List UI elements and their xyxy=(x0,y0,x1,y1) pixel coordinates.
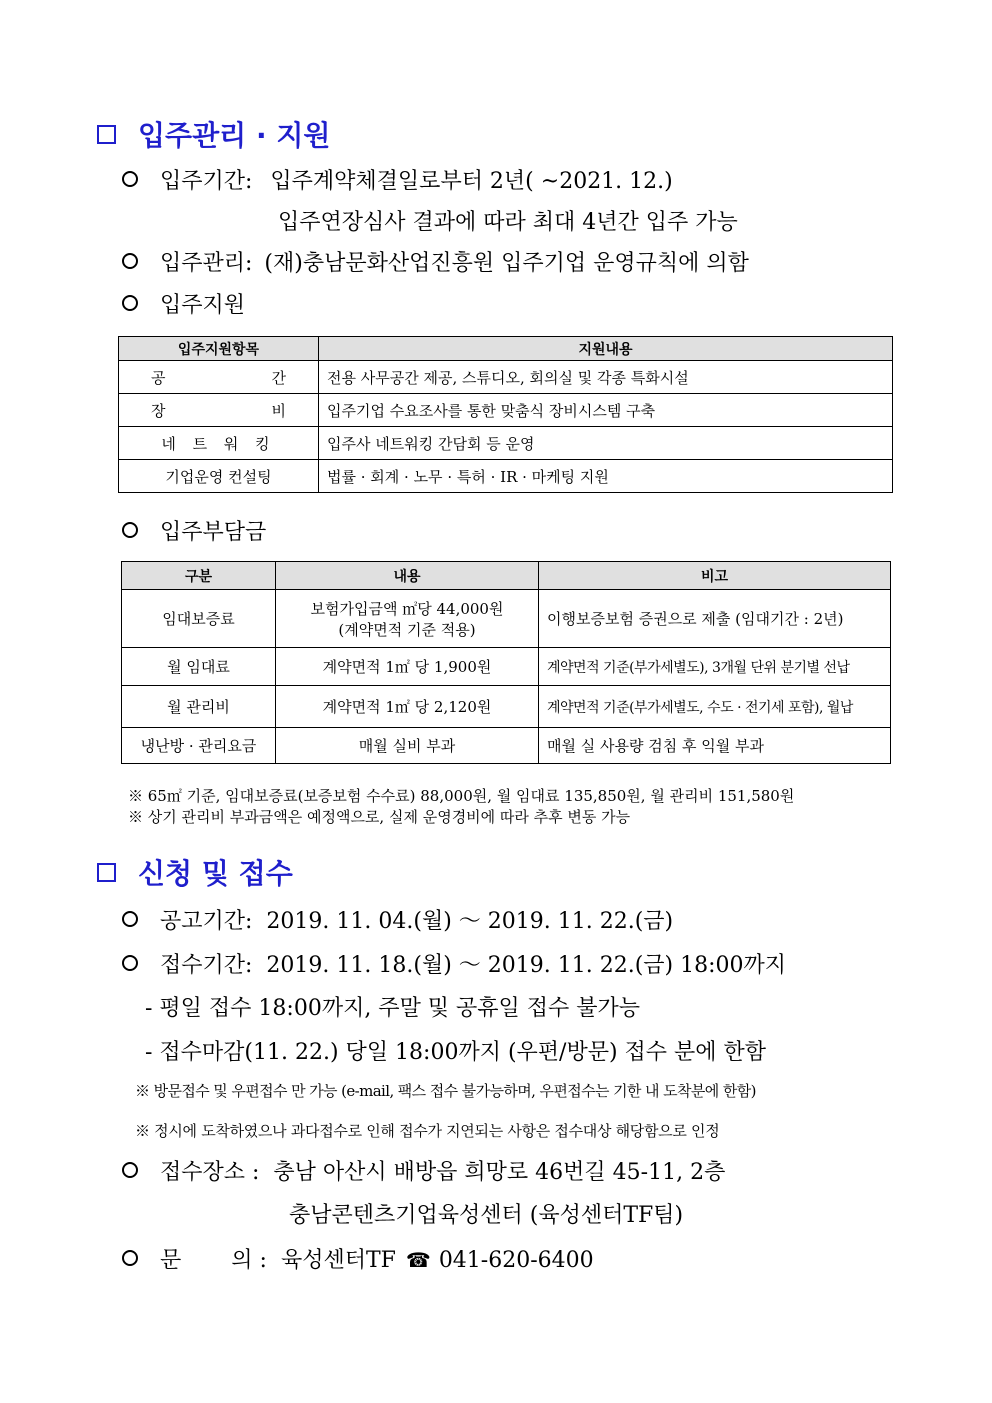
table-header-row xyxy=(122,562,891,590)
table-header: 구분 xyxy=(122,562,276,590)
table-header: 비고 xyxy=(539,562,891,590)
circle-bullet-icon xyxy=(122,1162,138,1178)
contact-value: 육성센터TF xyxy=(280,1248,396,1273)
table-row xyxy=(119,427,893,460)
table-row xyxy=(119,394,893,427)
table-row xyxy=(122,590,891,648)
receipt-place xyxy=(122,1155,725,1186)
table-cell: 계약면적 기준(부가세별도), 3개월 단위 분기별 선납 xyxy=(539,648,891,686)
table-cell: 공 간 xyxy=(119,361,319,394)
table-cell: 장 비 xyxy=(119,394,319,427)
table-cell: 전용 사무공간 제공, 스튜디오, 회의실 및 각종 특화시설 xyxy=(319,361,893,394)
residency-support-label: 입주지원 xyxy=(160,293,246,318)
notice-period-label: 공고기간: xyxy=(160,909,253,934)
circle-bullet-icon xyxy=(122,522,138,538)
receipt-sub-item: - 평일 접수 18:00까지, 주말 및 공휴일 접수 불가능 xyxy=(145,996,641,1021)
circle-bullet-icon xyxy=(122,295,138,311)
contact xyxy=(122,1243,594,1274)
receipt-note: ※ 정시에 도착하였으나 과다접수로 인해 접수가 지연되는 사항은 접수대상 해당함으로 인정 xyxy=(135,1122,720,1140)
fee-note: ※ 상기 관리비 부과금액은 예정액으로, 실제 운영경비에 따라 추후 변동 가능 xyxy=(128,808,631,826)
table-cell: 계약면적 1㎡ 당 1,900원 xyxy=(276,648,539,686)
table-row xyxy=(122,648,891,686)
residency-management xyxy=(122,246,749,277)
circle-bullet-icon xyxy=(122,955,138,971)
residency-period xyxy=(122,164,673,195)
residency-support xyxy=(122,288,245,319)
fee-content-line: 보험가입금액 ㎡당 44,000원 xyxy=(310,599,504,618)
table-cell xyxy=(276,590,539,648)
table-header: 지원내용 xyxy=(319,337,893,361)
table-cell: 매월 실 사용량 검침 후 익월 부과 xyxy=(539,728,891,764)
table-cell: 임대보증료 xyxy=(122,590,276,648)
square-bullet-icon xyxy=(97,863,116,882)
notice-period xyxy=(122,904,673,935)
residency-fee xyxy=(122,515,266,546)
fee-content-line: (계약면적 기준 적용) xyxy=(338,620,476,639)
circle-bullet-icon xyxy=(122,253,138,269)
section-title-application xyxy=(97,852,293,892)
section-title-text: 입주관리 · 지원 xyxy=(138,119,331,152)
receipt-period xyxy=(122,948,786,979)
table-cell: 월 관리비 xyxy=(122,686,276,728)
contact-label-part: 문 xyxy=(160,1248,182,1273)
section-title-text: 신청 및 접수 xyxy=(138,857,293,890)
table-header: 입주지원항목 xyxy=(119,337,319,361)
table-cell: 계약면적 1㎡ 당 2,120원 xyxy=(276,686,539,728)
receipt-place-label: 접수장소 : xyxy=(160,1160,260,1185)
table-row xyxy=(122,686,891,728)
contact-phone: 041-620-6400 xyxy=(438,1248,594,1273)
residency-period-label: 입주기간: xyxy=(160,169,253,194)
residency-management-label: 입주관리: xyxy=(160,251,253,276)
receipt-note: ※ 방문접수 및 우편접수 만 가능 (e-mail, 팩스 접수 불가능하며, 우편접수는 기한 내 도착분에 한함) xyxy=(135,1082,756,1100)
table-cell: 기업운영 컨설팅 xyxy=(119,460,319,493)
receipt-period-value: 2019. 11. 18.(월) ～ 2019. 11. 22.(금) 18:00까지 xyxy=(266,953,787,978)
fee-table xyxy=(121,561,891,764)
residency-management-value: (재)충남문화산업진흥원 입주기업 운영규칙에 의함 xyxy=(264,251,749,276)
table-row xyxy=(119,361,893,394)
table-cell: 법률 · 회계 · 노무 · 특허 · IR · 마케팅 지원 xyxy=(319,460,893,493)
circle-bullet-icon xyxy=(122,911,138,927)
circle-bullet-icon xyxy=(122,1250,138,1266)
table-cell: 이행보증보험 증권으로 제출 (임대기간 : 2년) xyxy=(539,590,891,648)
fee-note: ※ 65㎡ 기준, 임대보증료(보증보험 수수료) 88,000원, 월 임대료 135,850원, 월 관리비 151,580원 xyxy=(128,787,795,805)
table-row xyxy=(119,460,893,493)
table-cell: 네 트 워 킹 xyxy=(119,427,319,460)
circle-bullet-icon xyxy=(122,171,138,187)
residency-fee-label: 입주부담금 xyxy=(160,520,267,545)
table-cell: 계약면적 기준(부가세별도, 수도 · 전기세 포함), 월납 xyxy=(539,686,891,728)
phone-icon: ☎ xyxy=(405,1248,431,1272)
residency-extension-text: 입주연장심사 결과에 따라 최대 4년간 입주 가능 xyxy=(278,210,738,235)
table-cell: 월 임대료 xyxy=(122,648,276,686)
square-bullet-icon xyxy=(97,125,116,144)
contact-label-part: 의 : xyxy=(231,1248,267,1273)
receipt-sub-item: - 접수마감(11. 22.) 당일 18:00까지 (우편/방문) 접수 분에 한함 xyxy=(145,1040,767,1065)
table-cell: 입주사 네트워킹 간담회 등 운영 xyxy=(319,427,893,460)
receipt-period-label: 접수기간: xyxy=(160,953,253,978)
support-table xyxy=(118,336,893,493)
receipt-place-value-2: 충남콘텐츠기업육성센터 (육성센터TF팀) xyxy=(289,1203,684,1228)
table-header: 내용 xyxy=(276,562,539,590)
table-cell: 입주기업 수요조사를 통한 맞춤식 장비시스템 구축 xyxy=(319,394,893,427)
table-header-row xyxy=(119,337,893,361)
section-title-residency xyxy=(97,114,330,154)
residency-period-value: 입주계약체결일로부터 2년( ~2021. 12.) xyxy=(270,169,673,194)
table-cell: 냉난방 · 관리요금 xyxy=(122,728,276,764)
table-cell: 매월 실비 부과 xyxy=(276,728,539,764)
receipt-place-value: 충남 아산시 배방읍 희망로 46번길 45-11, 2층 xyxy=(273,1160,726,1185)
notice-period-value: 2019. 11. 04.(월) ～ 2019. 11. 22.(금) xyxy=(266,909,674,934)
table-row xyxy=(122,728,891,764)
